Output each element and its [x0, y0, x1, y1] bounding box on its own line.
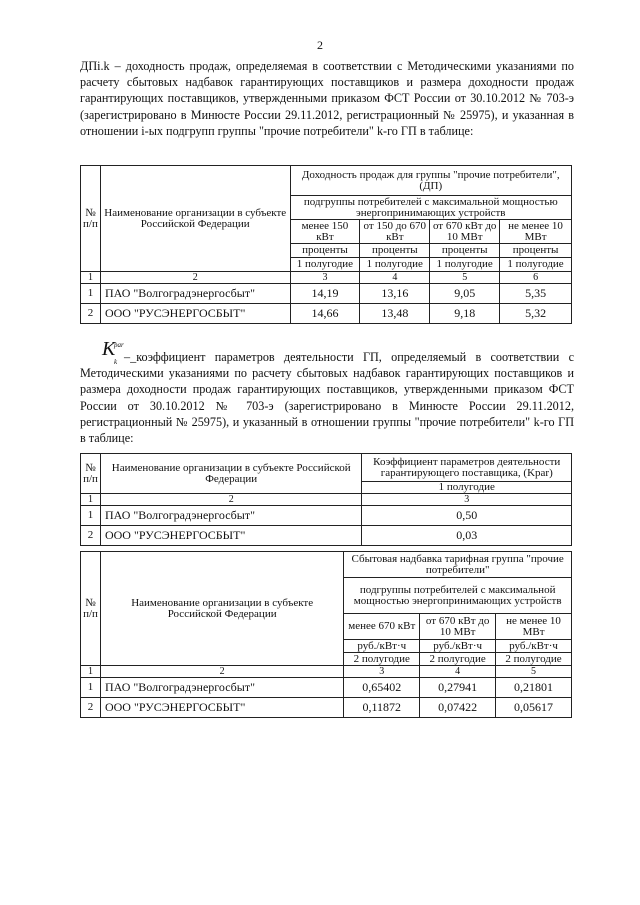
value-cell: 13,16: [360, 284, 430, 304]
table-sales-profitability: [80, 165, 572, 324]
header-no: № п/п: [81, 454, 101, 494]
column-number: 4: [420, 666, 496, 678]
value-cell: 5,35: [500, 284, 572, 304]
row-number: 1: [81, 284, 101, 304]
table-row: [81, 506, 572, 526]
row-number: 1: [81, 506, 101, 526]
organization-name: ПАО "Волгоградэнергосбыт": [100, 678, 343, 698]
paragraph-k-definition: [80, 338, 574, 446]
organization-name: ООО "РУСЭНЕРГОСБЫТ": [100, 698, 343, 718]
column-number: 2: [100, 494, 361, 506]
header-organization: Наименование организации в субъекте Российской Федерации: [100, 552, 343, 666]
organization-name: ООО "РУСЭНЕРГОСБЫТ": [100, 526, 361, 546]
column-number: 3: [290, 272, 360, 284]
column-number: 5: [430, 272, 500, 284]
value-cell: 0,07422: [420, 698, 496, 718]
column-number: 3: [344, 666, 420, 678]
organization-name: ООО "РУСЭНЕРГОСБЫТ": [100, 304, 290, 324]
header-period: 1 полугодие: [362, 482, 572, 494]
header-unit: проценты: [360, 244, 430, 258]
column-number: 6: [500, 272, 572, 284]
column-number: 1: [81, 272, 101, 284]
value-cell: 0,03: [362, 526, 572, 546]
value-cell: 13,48: [360, 304, 430, 324]
value-cell: 9,18: [430, 304, 500, 324]
value-cell: 0,11872: [344, 698, 420, 718]
value-cell: 0,65402: [344, 678, 420, 698]
header-unit: руб./кВт·ч: [420, 640, 496, 653]
header-column: менее 670 кВт: [344, 614, 420, 640]
page-number: 2: [317, 38, 323, 52]
table-row: [81, 284, 572, 304]
organization-name: ПАО "Волгоградэнергосбыт": [100, 506, 361, 526]
row-number: 2: [81, 526, 101, 546]
header-period: 1 полугодие: [360, 258, 430, 272]
header-organization: Наименование организации в субъекте Российской Федерации: [100, 166, 290, 272]
table-row: [81, 698, 572, 718]
row-number: 1: [81, 678, 101, 698]
header-column: не менее 10 МВт: [500, 220, 572, 244]
column-number: 2: [100, 272, 290, 284]
column-number: 4: [360, 272, 430, 284]
header-subgroups: подгруппы потребителей с максимальной мощностью энергопринимающих устройств: [290, 196, 572, 220]
column-number: 2: [100, 666, 343, 678]
header-subgroups: подгруппы потребителей с максимальной мощностью энергопринимающих устройств: [344, 578, 572, 614]
table-row: [81, 678, 572, 698]
paragraph-dp-definition: ДПi.k – доходность продаж, определяемая в соответствии с Методическими указаниями по расчету сбытовых надбавок гарантирующих поставщиков и размера доходности продаж гарантирующих поставщиков, утвержденными приказом ФСТ России от 30.10.2012 № 703-э (зарегистрировано в Минюсте России 29.11.2012, регистрационный № 25975), и указанная в отношении i-ых подгрупп группы "прочие потребители" k-го ГП в таблице:: [80, 59, 574, 138]
row-number: 2: [81, 304, 101, 324]
column-number: 1: [81, 666, 101, 678]
column-number: 5: [496, 666, 572, 678]
value-cell: 9,05: [430, 284, 500, 304]
header-column: менее 150 кВт: [290, 220, 360, 244]
value-cell: 5,32: [500, 304, 572, 324]
header-unit: проценты: [500, 244, 572, 258]
header-column: не менее 10 МВт: [496, 614, 572, 640]
header-period: 2 полугодие: [344, 653, 420, 666]
value-cell: 0,21801: [496, 678, 572, 698]
header-column: от 670 кВт до 10 МВт: [430, 220, 500, 244]
table-activity-coefficient: [80, 453, 572, 546]
header-markup-group: Сбытовая надбавка тарифная группа "прочие потребители": [344, 552, 572, 578]
header-unit: руб./кВт·ч: [496, 640, 572, 653]
header-unit: проценты: [430, 244, 500, 258]
table-row: [81, 304, 572, 324]
value-cell: 0,27941: [420, 678, 496, 698]
header-unit: руб./кВт·ч: [344, 640, 420, 653]
header-column: от 150 до 670 кВт: [360, 220, 430, 244]
header-profitability-group: Доходность продаж для группы "прочие потребители", (ДП): [290, 166, 572, 196]
header-organization: Наименование организации в субъекте Российской Федерации: [100, 454, 361, 494]
table-row: [81, 526, 572, 546]
header-period: 1 полугодие: [430, 258, 500, 272]
header-unit: проценты: [290, 244, 360, 258]
value-cell: 0,50: [362, 506, 572, 526]
value-cell: 0,05617: [496, 698, 572, 718]
column-number: 1: [81, 494, 101, 506]
column-number: 3: [362, 494, 572, 506]
organization-name: ПАО "Волгоградэнергосбыт": [100, 284, 290, 304]
header-period: 2 полугодие: [420, 653, 496, 666]
header-column: от 670 кВт до 10 МВт: [420, 614, 496, 640]
header-no: № п/п: [81, 166, 101, 272]
k-par-symbol: K par k: [102, 338, 124, 366]
header-coefficient: Коэффициент параметров деятельности гарантирующего поставщика, (Kpar): [362, 454, 572, 482]
table-sales-markup: [80, 551, 572, 718]
header-period: 1 полугодие: [290, 258, 360, 272]
header-no: № п/п: [81, 552, 101, 666]
paragraph-k-text: –_коэффициент параметров деятельности ГП, определяемый в соответствии с Методическими указаниями по расчету сбытовых надбавок гарантирующих поставщиков и размера доходности продаж гарантирующих поставщиков, утвержденными приказом ФСТ России от 30.10.2012 № 703-э (зарегистрировано в Минюсте России 29.11.2012, регистрационный № 25975), и указанный в отношении группы "прочие потребители" k-го ГП в таблице:: [80, 350, 574, 446]
header-period: 2 полугодие: [496, 653, 572, 666]
value-cell: 14,66: [290, 304, 360, 324]
row-number: 2: [81, 698, 101, 718]
value-cell: 14,19: [290, 284, 360, 304]
header-period: 1 полугодие: [500, 258, 572, 272]
